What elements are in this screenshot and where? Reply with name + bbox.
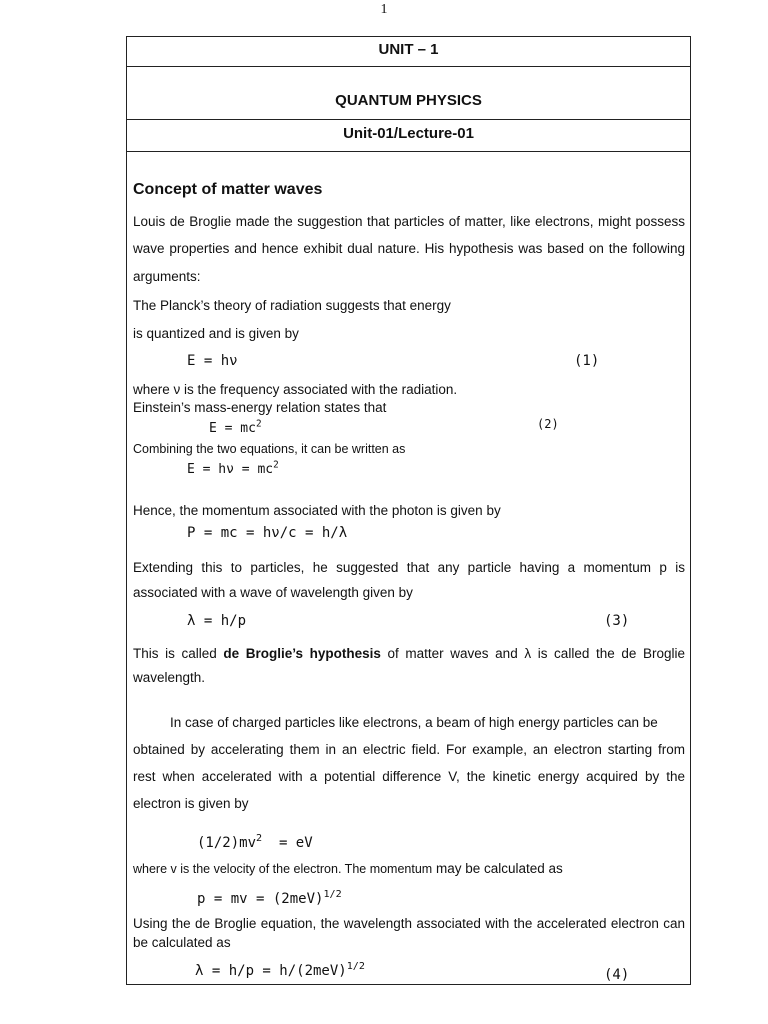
equation-2: $E = mc^2$: [209, 418, 262, 436]
page-number: 1: [380, 2, 388, 17]
extending-line-1: Extending this to particles, he suggested that any particle having a momentum p is: [133, 560, 685, 575]
extending-line-2: associated with a wave of wavelength given by: [133, 585, 413, 600]
equation-3: λ = h/p: [187, 613, 247, 629]
equation-1-number: (1): [574, 353, 600, 369]
using-line-1: Using the de Broglie equation, the wavelength associated with the accelerated electron can: [133, 916, 685, 931]
intro-line-3: arguments:: [133, 269, 201, 284]
equation-4-number: (4): [604, 967, 630, 983]
equation-4: $\lambda = h/p = h/(2meV)^{1/2}$: [195, 960, 365, 979]
intro-line-1: Louis de Broglie made the suggestion that particles of matter, like electrons, might possess: [133, 214, 685, 229]
lecture-heading: Unit-01/Lecture-01: [127, 120, 690, 152]
equation-kinetic: $(1/2)mv^2$ = eV: [197, 832, 313, 851]
charged-line-4: electron is given by: [133, 796, 249, 811]
subject-heading: QUANTUM PHYSICS: [127, 67, 690, 120]
combining-line: Combining the two equations, it can be written as: [133, 442, 406, 456]
momentum-photon-line: Hence, the momentum associated with the photon is given by: [133, 503, 501, 518]
where-frequency: where ν is the frequency associated with the radiation.: [133, 382, 458, 397]
section-title: Concept of matter waves: [133, 181, 323, 198]
equation-combined: $E = h\nu = mc^2$: [187, 459, 279, 477]
hypothesis-line-1: This is called de Broglie’s hypothesis of matter waves and λ is called the de Broglie: [133, 646, 685, 661]
where-velocity-line: where v is the velocity of the electron. The momentum may be calculated as: [133, 861, 563, 876]
planck-line-2: is quantized and is given by: [133, 326, 299, 341]
unit-heading: UNIT – 1: [127, 37, 690, 67]
equation-momentum: P = mc = hν/c = h/λ: [187, 525, 348, 541]
equation-3-number: (3): [604, 613, 630, 629]
equation-2-number: (2): [537, 417, 559, 431]
equation-p: p = mv = $(2meV)^{1/2}$: [197, 888, 342, 907]
hypothesis-term: de Broglie’s hypothesis: [223, 646, 381, 661]
equation-1: E = hν: [187, 353, 238, 369]
einstein-line: Einstein’s mass-energy relation states that: [133, 400, 387, 415]
lecture-frame: [126, 36, 691, 985]
using-line-2: be calculated as: [133, 935, 231, 950]
charged-line-3: rest when accelerated with a potential difference V, the kinetic energy acquired by the: [133, 769, 685, 784]
charged-line-1: In case of charged particles like electrons, a beam of high energy particles can be: [170, 715, 658, 730]
planck-line-1: The Planck’s theory of radiation suggests that energy: [133, 298, 451, 313]
hypothesis-line-2: wavelength.: [133, 670, 206, 685]
intro-line-2: wave properties and hence exhibit dual nature. His hypothesis was based on the following: [133, 241, 685, 256]
charged-line-2: obtained by accelerating them in an electric field. For example, an electron starting from: [133, 742, 685, 757]
